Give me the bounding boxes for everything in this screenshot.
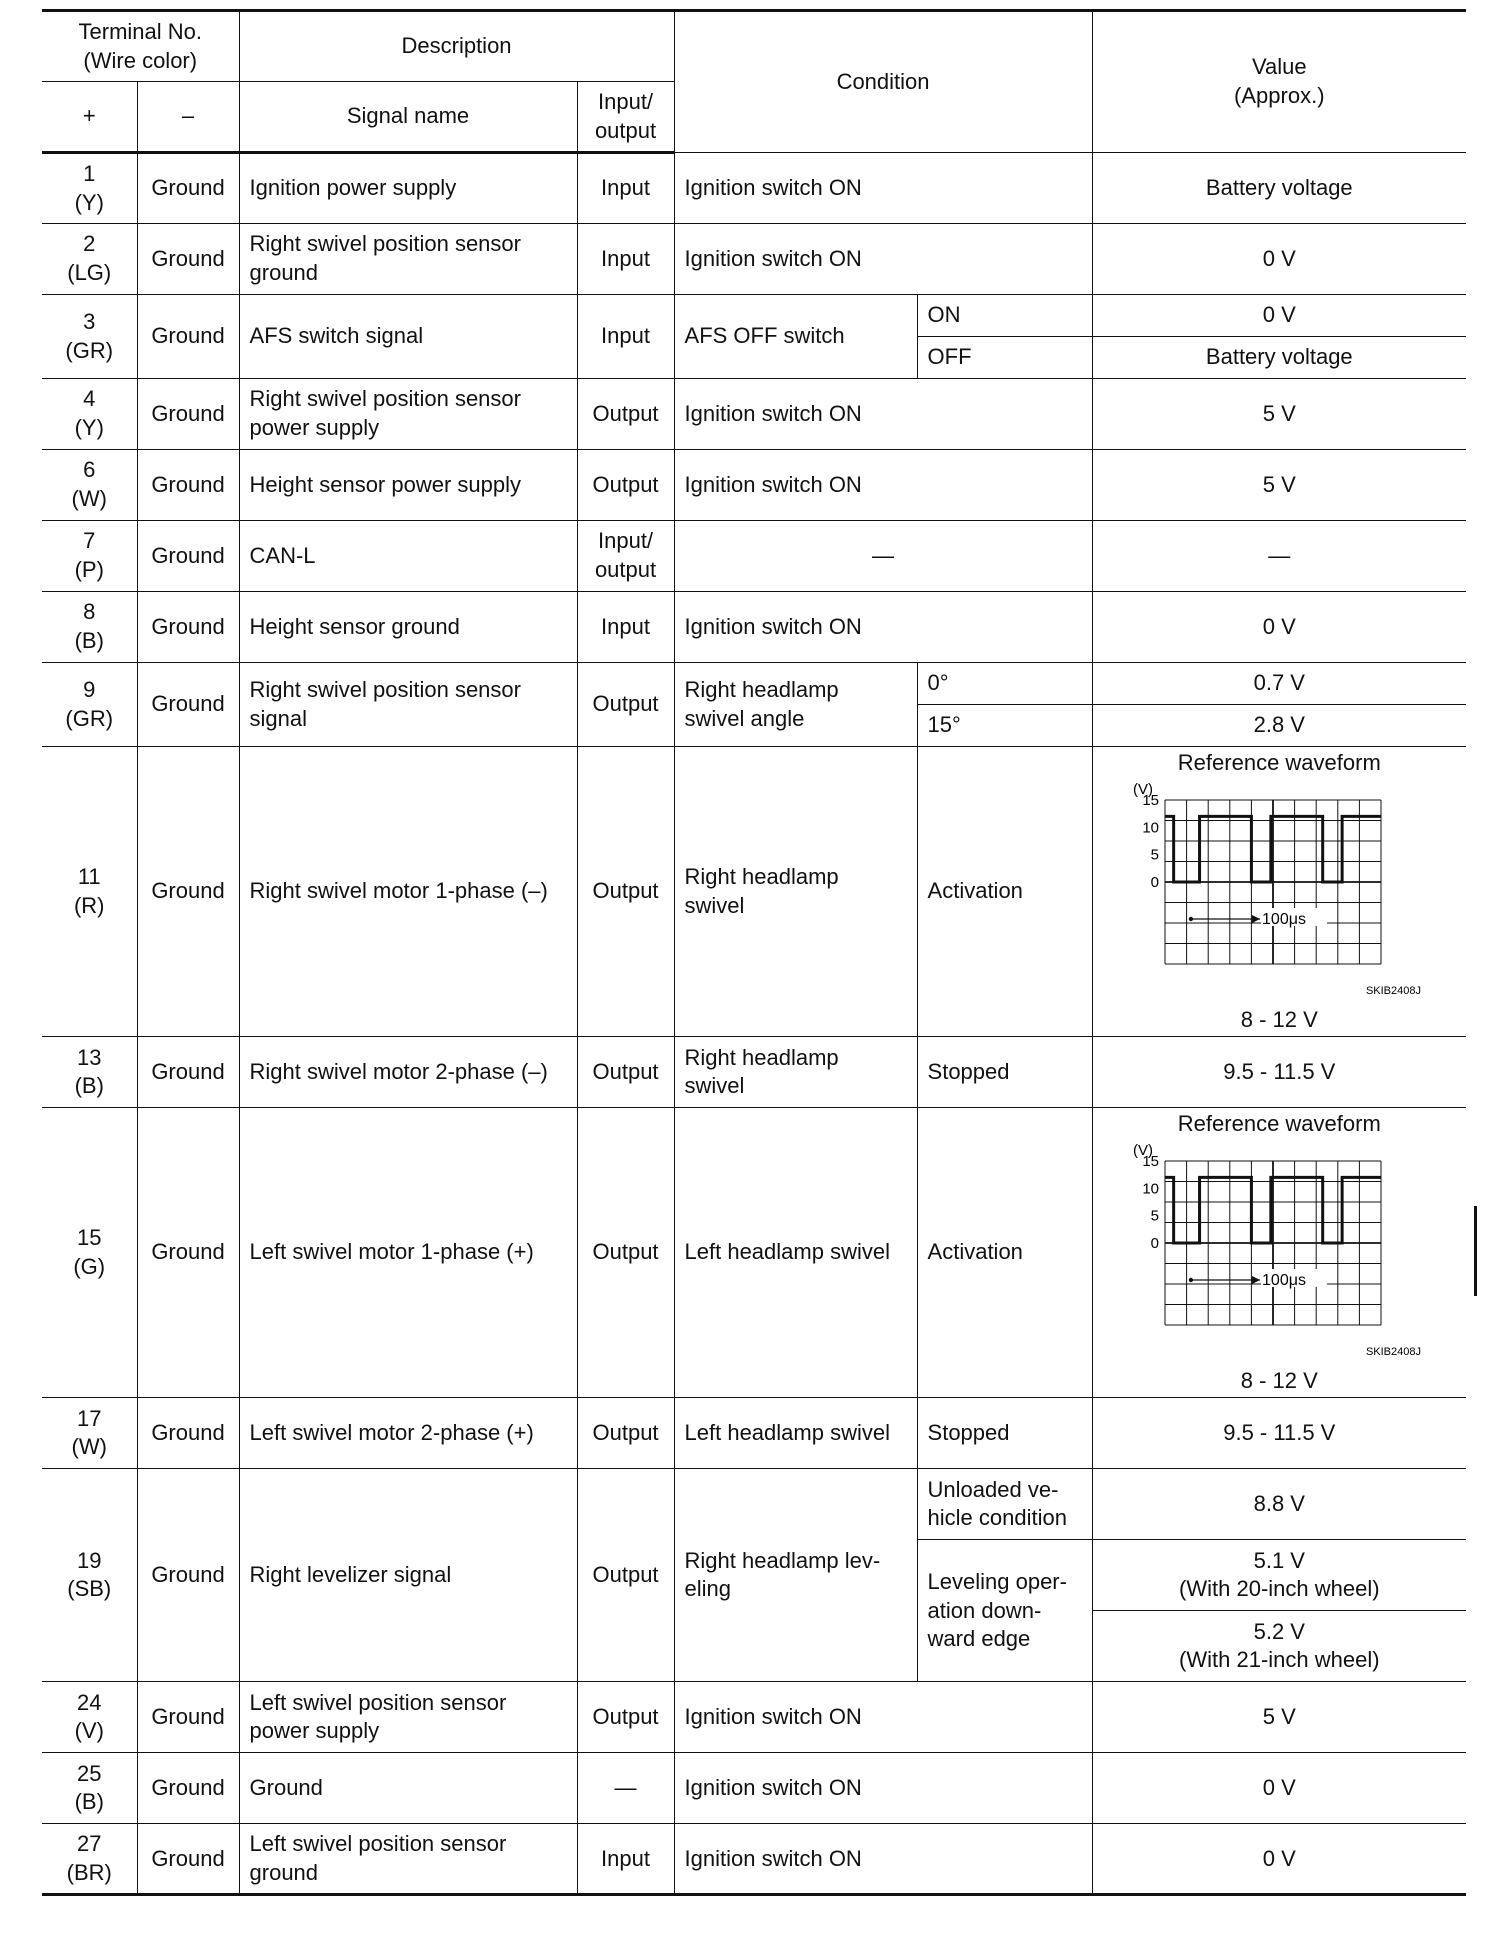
input-output: Output: [577, 1682, 674, 1753]
ground-cell: Ground: [137, 1469, 239, 1682]
value: 5 V: [1092, 379, 1466, 450]
table-row: [42, 379, 1466, 450]
terminal-number: 27 (BR): [42, 1824, 137, 1895]
signal-name: Ground: [239, 1753, 577, 1824]
waveform-value-cell: [1092, 747, 1466, 1037]
input-output: Output: [577, 1108, 674, 1398]
waveform-y-tick: 10: [1142, 818, 1160, 836]
waveform-title: Reference waveform: [1177, 750, 1381, 775]
condition: Ignition switch ON: [674, 224, 1092, 295]
condition: Ignition switch ON: [674, 1824, 1092, 1895]
condition: Right headlamp swivel: [674, 1037, 917, 1108]
value: 9.5 - 11.5 V: [1092, 1398, 1466, 1469]
terminal-number: 15 (G): [42, 1108, 137, 1398]
condition: Ignition switch ON: [674, 379, 1092, 450]
waveform-y-tick: 5: [1150, 1207, 1160, 1225]
waveform-graph: [1129, 778, 1429, 1000]
ground-cell: Ground: [137, 1753, 239, 1824]
condition-state: Leveling oper- ation down- ward edge: [917, 1540, 1092, 1682]
table-row: [42, 450, 1466, 521]
value: 0 V: [1092, 224, 1466, 295]
value: Battery voltage: [1092, 337, 1466, 379]
condition-state: Stopped: [917, 1037, 1092, 1108]
condition-header: Condition: [674, 11, 1092, 153]
condition-state: ON: [917, 295, 1092, 337]
value: 5.1 V (With 20-inch wheel): [1092, 1540, 1466, 1611]
terminal-number: 4 (Y): [42, 379, 137, 450]
table-row: [42, 1469, 1466, 1540]
table-row: [42, 153, 1466, 224]
terminal-number: 1 (Y): [42, 153, 137, 224]
condition-state: 15°: [917, 705, 1092, 747]
condition: Right headlamp swivel angle: [674, 663, 917, 747]
signal-name: Right levelizer signal: [239, 1469, 577, 1682]
table-row: [42, 521, 1466, 592]
ground-cell: Ground: [137, 1108, 239, 1398]
waveform-y-unit: (V): [1133, 1141, 1154, 1159]
terminal-number: 9 (GR): [42, 663, 137, 747]
terminal-number: 19 (SB): [42, 1469, 137, 1682]
signal-name: Height sensor power supply: [239, 450, 577, 521]
condition: Ignition switch ON: [674, 1753, 1092, 1824]
waveform-time-label: 100μs: [1262, 910, 1307, 928]
value: 0 V: [1092, 1753, 1466, 1824]
ground-cell: Ground: [137, 379, 239, 450]
condition: Ignition switch ON: [674, 450, 1092, 521]
input-output: Output: [577, 1398, 674, 1469]
terminal-number: 8 (B): [42, 592, 137, 663]
value: 0 V: [1092, 592, 1466, 663]
terminal-number: 24 (V): [42, 1682, 137, 1753]
condition: —: [674, 521, 1092, 592]
ground-cell: Ground: [137, 1682, 239, 1753]
ground-cell: Ground: [137, 747, 239, 1037]
signal-name: Right swivel position sensor signal: [239, 663, 577, 747]
table-header: [42, 11, 1466, 153]
table-row: [42, 592, 1466, 663]
signal-name: Height sensor ground: [239, 592, 577, 663]
input-output: Output: [577, 450, 674, 521]
signal-name: Right swivel motor 2-phase (–): [239, 1037, 577, 1108]
input-output: Input: [577, 295, 674, 379]
signal-name: Left swivel motor 1-phase (+): [239, 1108, 577, 1398]
signal-name: Left swivel motor 2-phase (+): [239, 1398, 577, 1469]
table-row: [42, 295, 1466, 337]
terminal-number: 3 (GR): [42, 295, 137, 379]
condition-state: Activation: [917, 747, 1092, 1037]
terminal-number: 25 (B): [42, 1753, 137, 1824]
signal-name: Right swivel position sensor power supply: [239, 379, 577, 450]
terminal-number: 7 (P): [42, 521, 137, 592]
input-output: Output: [577, 379, 674, 450]
ground-cell: Ground: [137, 521, 239, 592]
input-output: Output: [577, 1037, 674, 1108]
waveform-code: SKIB2408J: [1366, 984, 1422, 997]
input-output: Output: [577, 747, 674, 1037]
waveform-title: Reference waveform: [1177, 1111, 1381, 1137]
ground-cell: Ground: [137, 1037, 239, 1108]
minus-header: –: [137, 82, 239, 153]
waveform-value: 8 - 12 V: [1240, 1006, 1318, 1032]
ground-cell: Ground: [137, 224, 239, 295]
waveform-y-unit: (V): [1133, 780, 1154, 798]
value: 5 V: [1092, 450, 1466, 521]
ground-cell: Ground: [137, 153, 239, 224]
signal-name: Right swivel position sensor ground: [239, 224, 577, 295]
terminal-number: 6 (W): [42, 450, 137, 521]
value-header: Value (Approx.): [1092, 11, 1466, 153]
ground-cell: Ground: [137, 295, 239, 379]
signal-name-header: Signal name: [239, 82, 577, 153]
terminal-number: 13 (B): [42, 1037, 137, 1108]
input-output: Output: [577, 1469, 674, 1682]
terminal-header: Terminal No. (Wire color): [42, 11, 239, 82]
waveform-y-tick: 5: [1150, 846, 1160, 864]
table-row: [42, 747, 1466, 1037]
table-row: [42, 1824, 1466, 1895]
condition-state: Activation: [917, 1108, 1092, 1398]
ground-cell: Ground: [137, 592, 239, 663]
signal-name: AFS switch signal: [239, 295, 577, 379]
input-output: —: [577, 1753, 674, 1824]
signal-name: CAN-L: [239, 521, 577, 592]
signal-name: Left swivel position sensor ground: [239, 1824, 577, 1895]
terminal-number: 17 (W): [42, 1398, 137, 1469]
condition: Ignition switch ON: [674, 1682, 1092, 1753]
waveform-y-tick: 0: [1150, 873, 1160, 891]
ground-cell: Ground: [137, 1824, 239, 1895]
value: 5.2 V (With 21-inch wheel): [1092, 1611, 1466, 1682]
value: 2.8 V: [1092, 705, 1466, 747]
plus-header: +: [42, 82, 137, 153]
condition: Right headlamp swivel: [674, 747, 917, 1037]
value: Battery voltage: [1092, 153, 1466, 224]
condition: Ignition switch ON: [674, 592, 1092, 663]
input-output: Input: [577, 224, 674, 295]
terminal-spec-table: [42, 9, 1466, 1896]
input-output: Input: [577, 1824, 674, 1895]
condition: AFS OFF switch: [674, 295, 917, 379]
table-row: [42, 1398, 1466, 1469]
condition: Left headlamp swivel: [674, 1108, 917, 1398]
table-row: [42, 224, 1466, 295]
table-row: [42, 1108, 1466, 1398]
value: —: [1092, 521, 1466, 592]
waveform-y-tick: 10: [1142, 1180, 1160, 1198]
waveform-code: SKIB2408J: [1366, 1345, 1422, 1358]
table-row: [42, 663, 1466, 705]
signal-name: Ignition power supply: [239, 153, 577, 224]
condition-state: Unloaded ve- hicle condition: [917, 1469, 1092, 1540]
ground-cell: Ground: [137, 663, 239, 747]
terminal-number: 11 (R): [42, 747, 137, 1037]
value: 9.5 - 11.5 V: [1092, 1037, 1466, 1108]
value: 0 V: [1092, 1824, 1466, 1895]
value: 8.8 V: [1092, 1469, 1466, 1540]
table-row: [42, 1682, 1466, 1753]
input-output: Input/ output: [577, 521, 674, 592]
waveform-y-tick: 15: [1142, 1152, 1160, 1170]
input-output: Output: [577, 663, 674, 747]
condition-state: OFF: [917, 337, 1092, 379]
signal-name: Right swivel motor 1-phase (–): [239, 747, 577, 1037]
waveform-value-cell: [1092, 1108, 1466, 1398]
table-body: [42, 153, 1466, 1895]
input-output: Input: [577, 592, 674, 663]
waveform-graph: [1129, 1139, 1429, 1361]
table-row: [42, 1753, 1466, 1824]
value: 5 V: [1092, 1682, 1466, 1753]
waveform-time-label: 100μs: [1262, 1271, 1307, 1289]
condition: Right headlamp lev- eling: [674, 1469, 917, 1682]
value: 0 V: [1092, 295, 1466, 337]
condition: Ignition switch ON: [674, 153, 1092, 224]
condition: Left headlamp swivel: [674, 1398, 917, 1469]
table-row: [42, 1037, 1466, 1108]
revision-bar: [1474, 1206, 1477, 1296]
input-output-header: Input/ output: [577, 82, 674, 153]
waveform-value: 8 - 12 V: [1240, 1367, 1318, 1393]
waveform-y-tick: 0: [1150, 1234, 1160, 1252]
value: 0.7 V: [1092, 663, 1466, 705]
description-header: Description: [239, 11, 674, 82]
ground-cell: Ground: [137, 450, 239, 521]
terminal-number: 2 (LG): [42, 224, 137, 295]
input-output: Input: [577, 153, 674, 224]
signal-name: Left swivel position sensor power supply: [239, 1682, 577, 1753]
condition-state: Stopped: [917, 1398, 1092, 1469]
ground-cell: Ground: [137, 1398, 239, 1469]
waveform-y-tick: 15: [1142, 791, 1160, 809]
condition-state: 0°: [917, 663, 1092, 705]
